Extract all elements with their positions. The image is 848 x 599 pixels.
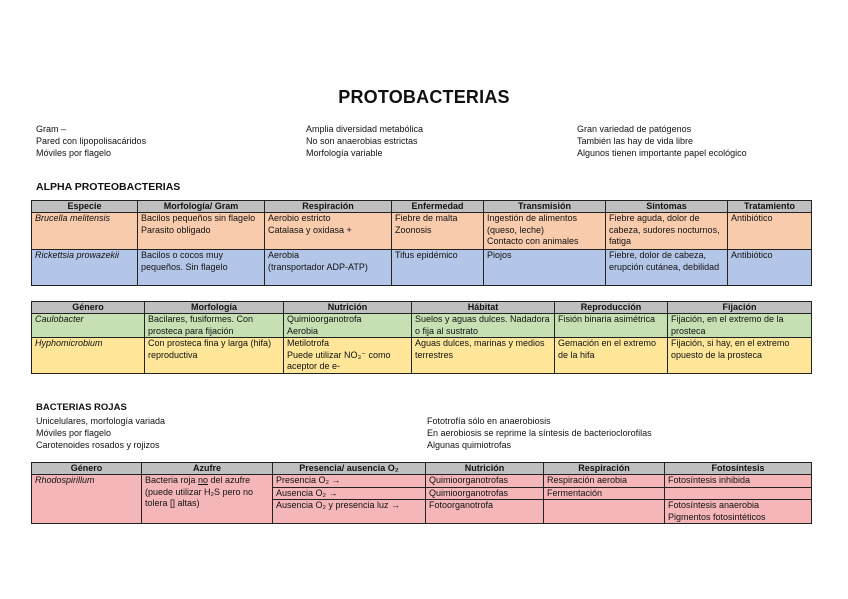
- table-cell: Bacilos o cocos muy pequeños. Sin flagelo: [138, 250, 265, 286]
- table-cell: Fiebre, dolor de cabeza, erupción cutánea, debilidad: [606, 250, 728, 286]
- rojas-table: [31, 462, 812, 524]
- intro-line: Móviles por flagelo: [36, 148, 112, 158]
- cell-line: Metilotrofa: [287, 338, 330, 348]
- azufre-text: Bacteria roja: [145, 475, 199, 485]
- table-cell: Fijación, en el extremo de la prosteca: [668, 314, 812, 338]
- alpha-species-table: [31, 200, 812, 286]
- column-header: Síntomas: [606, 201, 728, 213]
- table-cell: [284, 314, 412, 338]
- table-cell: Fotoorganotrofa: [426, 500, 544, 524]
- cell-line: Parasito obligado: [141, 224, 211, 235]
- table-cell: Fiebre aguda, dolor de cabeza, sudores nocturnos, fatiga: [606, 213, 728, 250]
- cell-line: Puede utilizar NO₃⁻ como aceptor de e-: [287, 349, 391, 371]
- table-cell: Quimioorganotrofas: [426, 487, 544, 500]
- column-header: Especie: [32, 201, 138, 213]
- rojas-col-2: [427, 415, 652, 451]
- table-cell: Tifus epidémico: [392, 250, 484, 286]
- cell-line: Quimioorganotrofa: [287, 314, 362, 324]
- column-header: Respiración: [265, 201, 392, 213]
- table-cell: Fotosíntesis inhibida: [665, 475, 812, 488]
- table-cell: Quimioorganotrofas: [426, 475, 544, 488]
- table-row: [32, 314, 812, 338]
- column-header: Transmisión: [484, 201, 606, 213]
- cell-line: (transportador ADP-ATP): [268, 261, 368, 272]
- column-header: Nutrición: [426, 463, 544, 475]
- table-cell: Gemación en el extremo de la hifa: [555, 338, 668, 374]
- table-cell: [138, 213, 265, 250]
- table-cell: Aguas dulces, marinas y medios terrestres: [412, 338, 555, 374]
- column-header: Hábitat: [412, 302, 555, 314]
- table-cell: [484, 213, 606, 250]
- table-cell: Bacilares, fusiformes. Con prosteca para fijación: [145, 314, 284, 338]
- alpha-genus-table: [31, 301, 812, 374]
- intro-line: Gran variedad de patógenos: [577, 124, 692, 134]
- intro-line: No son anaerobias estrictas: [306, 136, 418, 146]
- table-cell: [265, 213, 392, 250]
- table-row: [32, 475, 812, 488]
- page-title: PROTOBACTERIAS: [338, 87, 510, 107]
- cell-line: Pigmentos fotosintéticos: [668, 511, 766, 522]
- rojas-line: Algunas quimiotrofas: [427, 440, 512, 450]
- table-cell: Presencia O₂ →: [273, 475, 426, 488]
- intro-line: Algunos tienen importante papel ecológico: [577, 148, 747, 158]
- table-cell: [142, 475, 273, 524]
- cell-line: Ingestión de alimentos (queso, leche): [487, 213, 578, 235]
- table-row: [32, 213, 812, 250]
- rojas-col-1: [36, 415, 165, 451]
- table-cell: Antibiótico: [728, 250, 812, 286]
- cell-line: Zoonosis: [395, 224, 432, 235]
- table-cell: Rickettsia prowazekii: [32, 250, 138, 286]
- table-row: [32, 250, 812, 286]
- table-cell: Fermentación: [544, 487, 665, 500]
- column-header: Género: [32, 463, 142, 475]
- intro-line: Morfología variable: [306, 148, 383, 158]
- cell-line: Aerobio estricto: [268, 213, 331, 223]
- table-cell: Rhodospirillum: [32, 475, 142, 524]
- intro-col-2: [306, 123, 423, 159]
- intro-col-3: [577, 123, 747, 159]
- cell-line: Catalasa y oxidasa +: [268, 224, 352, 235]
- table-cell: Con prosteca fina y larga (hifa) reproductiva: [145, 338, 284, 374]
- table-cell: [544, 500, 665, 524]
- column-header: Fotosíntesis: [665, 463, 812, 475]
- column-header: Presencia/ ausencia O₂: [273, 463, 426, 475]
- table-cell: [665, 500, 812, 524]
- cell-line: Aerobia: [268, 250, 300, 260]
- column-header: Azufre: [142, 463, 273, 475]
- alpha-heading: ALPHA PROTEOBACTERIAS: [36, 181, 181, 193]
- cell-line: Aerobia: [287, 325, 319, 336]
- cell-line: Fiebre de malta: [395, 213, 458, 223]
- table-cell: Respiración aerobia: [544, 475, 665, 488]
- rojas-line: Fototrofía sólo en anaerobiosis: [427, 416, 551, 426]
- column-header: Morfología/ Gram: [138, 201, 265, 213]
- intro-line: Gram –: [36, 124, 67, 134]
- table-cell: Ausencia O₂ →: [273, 487, 426, 500]
- rojas-line: En aerobiosis se reprime la síntesis de bacterioclorofilas: [427, 428, 652, 438]
- table-cell: Caulobacter: [32, 314, 145, 338]
- column-header: Nutrición: [284, 302, 412, 314]
- table-cell: [284, 338, 412, 374]
- column-header: Género: [32, 302, 145, 314]
- table-cell: [392, 213, 484, 250]
- table-cell: Piojos: [484, 250, 606, 286]
- table-cell: [265, 250, 392, 286]
- intro-line: Pared con lipopolisacáridos: [36, 136, 147, 146]
- column-header: Enfermedad: [392, 201, 484, 213]
- rojas-heading: BACTERIAS ROJAS: [36, 402, 127, 413]
- cell-line: Fotosíntesis anaerobia: [668, 500, 760, 510]
- intro-line: También las hay de vida libre: [577, 136, 694, 146]
- table-cell: Brucella melitensis: [32, 213, 138, 250]
- intro-line: Amplia diversidad metabólica: [306, 124, 424, 134]
- table-row: [32, 338, 812, 374]
- table-cell: Suelos y aguas dulces. Nadadora o fija al sustrato: [412, 314, 555, 338]
- table-cell: [665, 487, 812, 500]
- azufre-text: del azufre (puede utilizar H₂S pero no tolera [] altas): [145, 475, 254, 508]
- table-cell: Antibiótico: [728, 213, 812, 250]
- column-header: Morfología: [145, 302, 284, 314]
- table-cell: Hyphomicrobium: [32, 338, 145, 374]
- column-header: Reproducción: [555, 302, 668, 314]
- intro-col-1: [36, 123, 146, 159]
- column-header: Respiración: [544, 463, 665, 475]
- cell-line: Bacilos pequeños sin flagelo: [141, 213, 256, 223]
- rojas-line: Unicelulares, morfología variada: [36, 416, 166, 426]
- column-header: Tratamiento: [728, 201, 812, 213]
- rojas-line: Móviles por flagelo: [36, 428, 112, 438]
- cell-line: Contacto con animales: [487, 236, 579, 246]
- table-header-row: [32, 463, 812, 475]
- table-cell: Fijación, si hay, en el extremo opuesto de la prosteca: [668, 338, 812, 374]
- column-header: Fijación: [668, 302, 812, 314]
- table-header-row: [32, 201, 812, 213]
- rojas-line: Carotenoides rosados y rojizos: [36, 440, 160, 450]
- table-header-row: [32, 302, 812, 314]
- azufre-no: no: [198, 475, 209, 485]
- table-cell: Ausencia O₂ y presencia luz →: [273, 500, 426, 524]
- table-cell: Fisión binaria asimétrica: [555, 314, 668, 338]
